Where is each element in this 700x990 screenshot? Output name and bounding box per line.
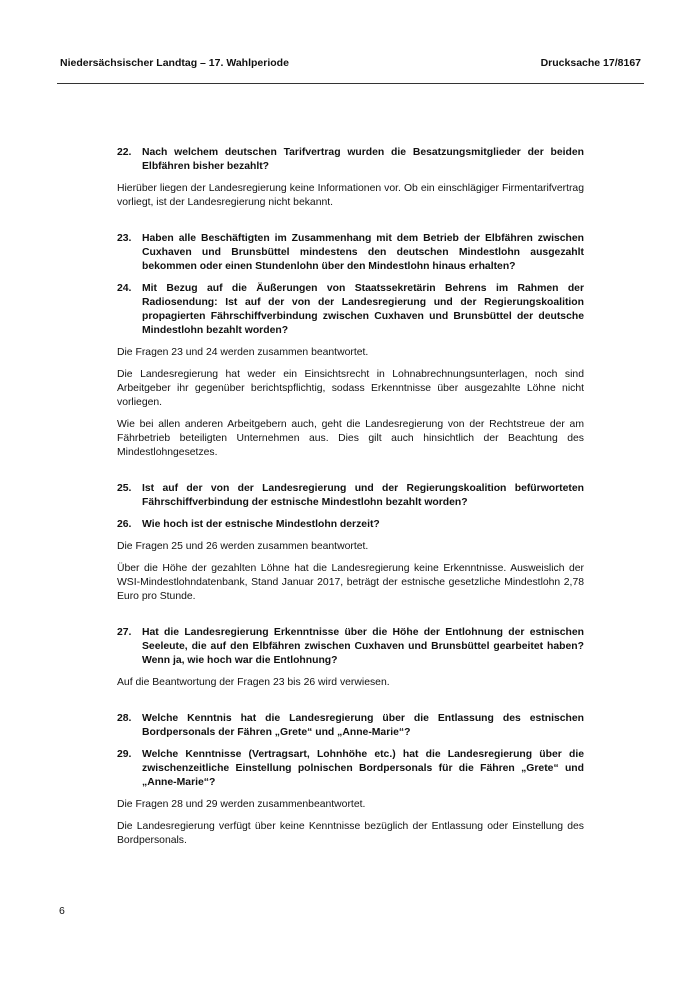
answer-paragraph: Die Fragen 23 und 24 werden zusammen beantwortet. <box>117 347 369 358</box>
qa-block <box>117 482 584 604</box>
question <box>117 282 584 338</box>
answer-spacer <box>117 554 584 562</box>
question <box>117 626 584 668</box>
answer-paragraph: Die Landesregierung verfügt über keine Kenntnisse bezüglich der Entlassung oder Einstellung des Bordpersonals. <box>117 821 584 846</box>
qa-block <box>117 712 584 848</box>
answer-paragraph: Die Fragen 25 und 26 werden zusammen beantwortet. <box>117 541 369 552</box>
question-text: Mit Bezug auf die Äußerungen von Staatssekretärin Behrens im Rahmen der Radiosendung: Ist auf der von der Landesregierung und der Regierungskoalition propagierten Fährschiffverbindung zwischen Cuxhaven und Brunsbüttel der deutsche Mindestlohn bezahlt worden? <box>142 283 584 336</box>
qa-block <box>117 626 584 690</box>
qa-block <box>117 146 584 210</box>
header-divider <box>57 83 644 84</box>
question-text: Hat die Landesregierung Erkenntnisse über die Höhe der Entlohnung der estnischen Seeleute, die auf den Elbfähren zwischen Cuxhaven und Brunsbüttel gearbeitet haben? Wenn ja, wie hoch war die Entlohnung? <box>142 627 584 666</box>
question <box>117 146 584 174</box>
question-spacer <box>117 510 584 518</box>
block-spacer <box>117 460 584 482</box>
block-spacer <box>117 210 584 232</box>
question <box>117 518 584 532</box>
answer-spacer <box>117 812 584 820</box>
answer-spacer <box>117 410 584 418</box>
document-body <box>117 146 584 848</box>
question-number: 23. <box>117 233 132 244</box>
answer-spacer <box>117 338 584 346</box>
answer-spacer <box>117 360 584 368</box>
question-text: Haben alle Beschäftigten im Zusammenhang mit dem Betrieb der Elbfähren zwischen Cuxhaven und Brunsbüttel mindestens den deutschen Mindestlohn ausgezahlt bekommen oder einen Stundenlohn über den Mindestlohn hinaus erhalten? <box>142 233 584 272</box>
question-text: Nach welchem deutschen Tarifvertrag wurden die Besatzungsmitglieder der beiden Elbfähren bisher bezahlt? <box>142 147 584 172</box>
question-text: Welche Kenntnisse (Vertragsart, Lohnhöhe etc.) hat die Landesregierung über die zwischenzeitliche Einstellung polnischen Bordpersonals für die Fähren „Grete“ und „Anne-Marie“? <box>142 749 584 788</box>
answer-paragraph: Die Fragen 28 und 29 werden zusammenbeantwortet. <box>117 799 366 810</box>
page-number: 6 <box>59 905 65 917</box>
question-number: 29. <box>117 749 132 760</box>
answer-spacer <box>117 174 584 182</box>
question-text: Welche Kenntnis hat die Landesregierung über die Entlassung des estnischen Bordpersonals der Fähren „Grete“ und „Anne-Marie“? <box>142 713 584 738</box>
page-header <box>60 57 641 69</box>
question-text: Ist auf der von der Landesregierung und der Regierungskoalition befürworteten Fährschiffverbindung der estnische Mindestlohn bezahlt worden? <box>142 483 584 508</box>
question <box>117 748 584 790</box>
block-spacer <box>117 604 584 626</box>
question-number: 25. <box>117 483 132 494</box>
question-number: 27. <box>117 627 132 638</box>
question-number: 26. <box>117 519 132 530</box>
question <box>117 232 584 274</box>
question-spacer <box>117 274 584 282</box>
header-title: Niedersächsischer Landtag – 17. Wahlperiode <box>60 57 289 69</box>
answer-paragraph: Die Landesregierung hat weder ein Einsichtsrecht in Lohnabrechnungsunterlagen, noch sind Arbeitgeber ihr gegenüber berichtspflichtig, sodass Erkenntnisse über ausgezahlte Löhne nicht vorliegen. <box>117 369 584 408</box>
answer-spacer <box>117 790 584 798</box>
answer-spacer <box>117 532 584 540</box>
answer-paragraph: Wie bei allen anderen Arbeitgebern auch, geht die Landesregierung von der Rechtstreue der am Fährbetrieb beteiligten Unternehmen aus. Dies gilt auch hinsichtlich der Beachtung des Mindestlohngesetzes. <box>117 419 584 458</box>
answer-paragraph: Hierüber liegen der Landesregierung keine Informationen vor. Ob ein einschlägiger Firmentarifvertrag vorliegt, ist der Landesregierung nicht bekannt. <box>117 183 584 208</box>
question-number: 22. <box>117 147 132 158</box>
qa-block <box>117 232 584 460</box>
question <box>117 712 584 740</box>
question-number: 24. <box>117 283 132 294</box>
question-spacer <box>117 740 584 748</box>
question-text: Wie hoch ist der estnische Mindestlohn derzeit? <box>142 519 380 530</box>
document-number: Drucksache 17/8167 <box>540 57 641 69</box>
question <box>117 482 584 510</box>
answer-spacer <box>117 668 584 676</box>
block-spacer <box>117 690 584 712</box>
question-number: 28. <box>117 713 132 724</box>
answer-paragraph: Über die Höhe der gezahlten Löhne hat die Landesregierung keine Erkenntnisse. Ausweislich der WSI-Mindestlohndatenbank, Stand Januar 2017, beträgt der estnische gesetzliche Mindestlohn 2,78 Euro pro Stunde. <box>117 563 584 602</box>
answer-paragraph: Auf die Beantwortung der Fragen 23 bis 26 wird verwiesen. <box>117 677 390 688</box>
